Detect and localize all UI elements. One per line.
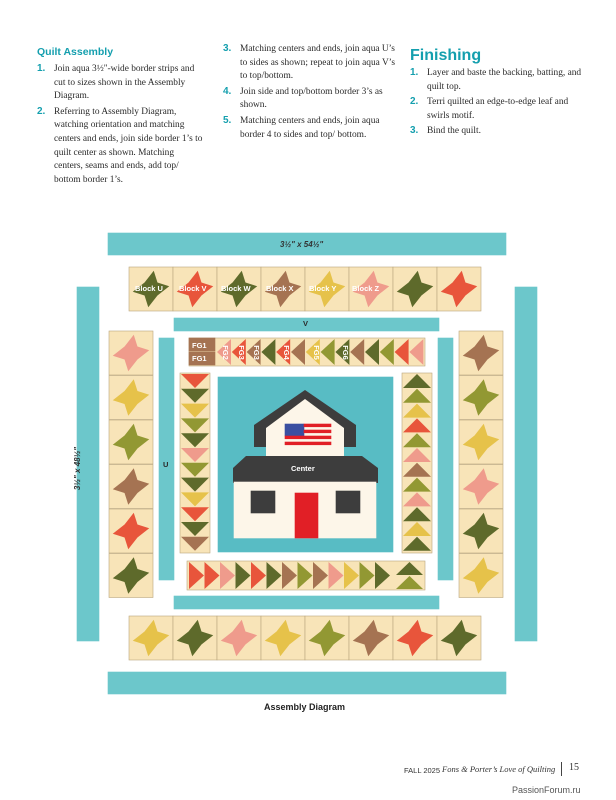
block-label-z: Block Z	[352, 284, 380, 293]
fg5-label: FG5	[311, 345, 321, 360]
center-label: Center	[291, 464, 315, 473]
flag-stripe	[285, 442, 331, 445]
fg3-label-a: FG3	[236, 345, 246, 360]
footer-watermark: PassionForum.ru	[512, 785, 581, 795]
assembly-step-3: 3. Matching centers and ends, join aqua U’s to sides as shown; repeat to join aqua V’s to top/bottom.	[223, 43, 396, 82]
flag-canton	[285, 424, 304, 436]
footer-page-number: 15	[569, 762, 579, 773]
fg1-label-top: FG1	[192, 341, 207, 350]
assembly-heading: Quilt Assembly	[37, 46, 114, 58]
assembly-step-4: 4. Join side and top/bottom border 3’s as shown.	[223, 85, 383, 111]
block-label-x: Block X	[266, 284, 294, 293]
flag-stripe	[304, 430, 331, 433]
block-label-u: Block U	[135, 284, 163, 293]
v-strip-label: V	[303, 319, 309, 328]
v-aqua-strip-bottom	[174, 596, 439, 609]
fg1-label-bottom: FG1	[192, 354, 207, 363]
finishing-heading: Finishing	[410, 47, 482, 64]
house-window-left	[251, 491, 275, 513]
side-border-dimension: 3½" x 48½"	[73, 446, 83, 491]
bottom-aqua-border	[108, 672, 506, 694]
u-strip-label: U	[163, 460, 169, 469]
flag-stripe	[285, 436, 331, 439]
block-label-v: Block V	[179, 284, 207, 293]
right-aqua-border	[515, 287, 537, 641]
fg2-label: FG2	[220, 345, 230, 360]
assembly-step-5: 5. Matching centers and ends, join aqua border 4 to sides and top/ bottom.	[223, 114, 380, 140]
footer-publication: Fons & Porter’s Love of Quilting	[442, 764, 556, 774]
top-border-dimension: 3½" x 54½"	[280, 240, 324, 249]
diagram-caption: Assembly Diagram	[264, 702, 346, 712]
house-window-right	[336, 491, 360, 513]
footer-issue: FALL 2025	[404, 766, 441, 775]
assembly-step-2: 2. Referring to Assembly Diagram, watching orientation and matching centers and ends, join side border 1’s to quilt center as shown. Matching centers, seams and ends, add top/ bottom border 1’s.	[37, 105, 203, 185]
fg4-label: FG4	[281, 345, 291, 360]
flag-stripe	[304, 424, 331, 427]
block-label-w: Block W	[221, 284, 251, 293]
block-label-y: Block Y	[309, 284, 337, 293]
assembly-step-1: 1. Join aqua 3½"-wide border strips and cut to sizes shown in the Assembly Diagram.	[37, 63, 195, 102]
finishing-step-3: 3. Bind the quilt.	[410, 125, 481, 137]
footer-divider	[561, 762, 562, 776]
u-aqua-strip-right	[438, 338, 453, 580]
finishing-step-1: 1. Layer and baste the backing, batting, and quilt top.	[410, 67, 582, 92]
house-door	[295, 493, 318, 538]
finishing-step-2: 2. Terri quilted an edge-to-edge leaf and swirls motif.	[410, 96, 569, 121]
u-aqua-strip-left	[159, 338, 174, 580]
fg6-label: FG6	[340, 345, 350, 360]
fg3-label-b: FG3	[251, 345, 261, 360]
